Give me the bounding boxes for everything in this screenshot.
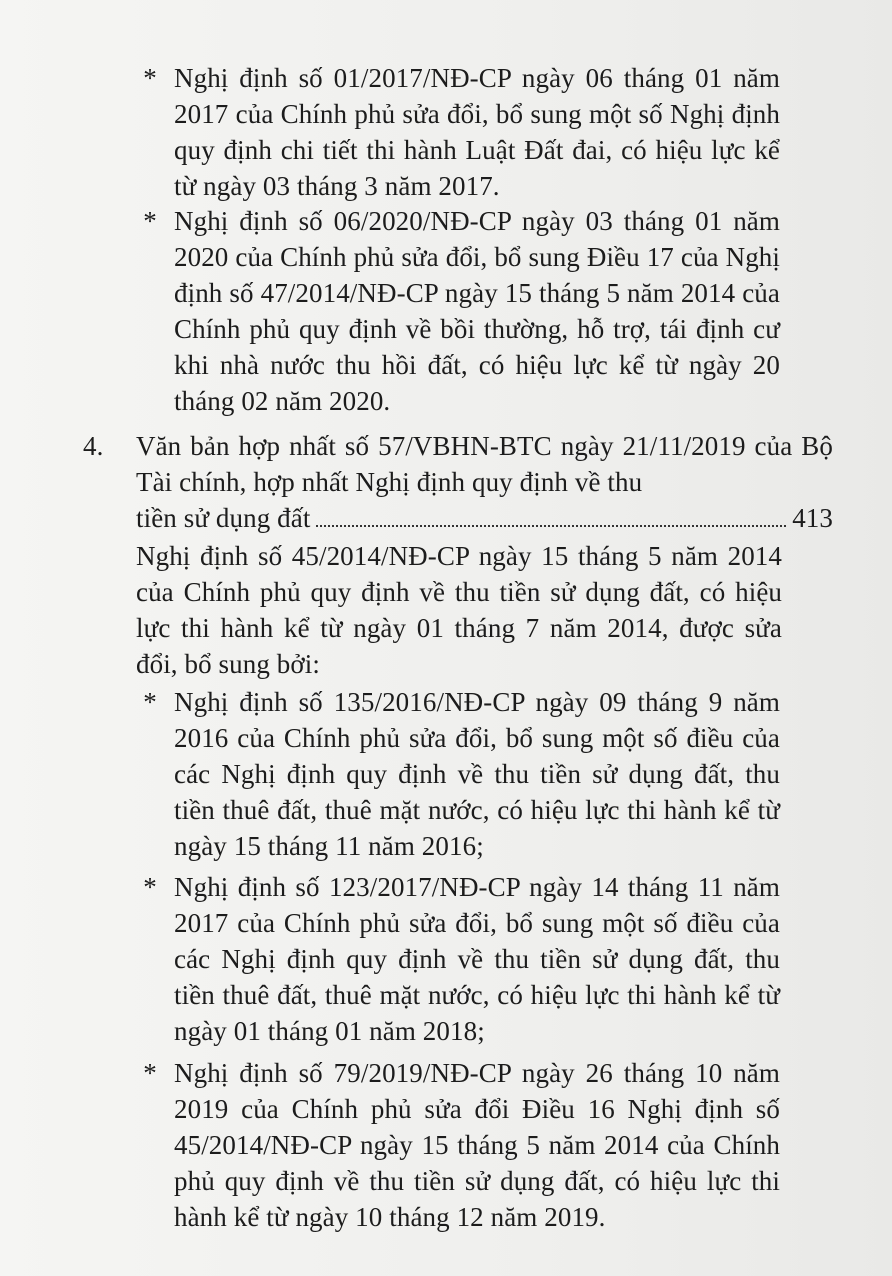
bullet-text: Nghị định số 79/2019/NĐ-CP ngày 26 tháng 10 năm 2019 của Chính phủ sửa đổi Điều 16 Nghị định số 45/2014/NĐ-CP ngày 15 tháng 5 năm 2014 của Chính phủ quy định về thu tiền sử dụng đất, có hiệu lực thi hành kể từ ngày 10 tháng 12 năm 2019. bbox=[174, 1058, 780, 1232]
bullet-item-decree-123-2017 bbox=[140, 869, 780, 1049]
bullet-text: Nghị định số 123/2017/NĐ-CP ngày 14 tháng 11 năm 2017 của Chính phủ sửa đổi, bổ sung một số điều của các Nghị định quy định về thu tiền sử dụng đất, thu tiền thuê đất, thuê mặt nước, có hiệu lực thi hành kể từ ngày 01 tháng 01 năm 2018; bbox=[174, 872, 780, 1046]
bullet-item-decree-79-2019 bbox=[140, 1055, 780, 1235]
toc-page-number: 413 bbox=[792, 503, 833, 533]
bullet-text: Nghị định số 01/2017/NĐ-CP ngày 06 tháng 01 năm 2017 của Chính phủ sửa đổi, bổ sung một số Nghị định quy định chi tiết thi hành Luật Đất đai, có hiệu lực kể từ ngày 03 tháng 3 năm 2017. bbox=[174, 63, 780, 201]
bullet-item-decree-135-2016 bbox=[140, 684, 780, 864]
leader-dots bbox=[316, 524, 786, 527]
bullet-star: * bbox=[143, 206, 157, 236]
bullet-star: * bbox=[143, 1058, 157, 1088]
bullet-star: * bbox=[143, 63, 157, 93]
bullet-text: Nghị định số 06/2020/NĐ-CP ngày 03 tháng 01 năm 2020 của Chính phủ sửa đổi, bổ sung Điều 17 của Nghị định số 47/2014/NĐ-CP ngày 15 tháng 5 năm 2014 của Chính phủ quy định về bồi thường, hỗ trợ, tái định cư khi nhà nước thu hồi đất, có hiệu lực kể từ ngày 20 tháng 02 năm 2020. bbox=[174, 206, 780, 416]
intro-paragraph: Nghị định số 45/2014/NĐ-CP ngày 15 tháng 5 năm 2014 của Chính phủ quy định về thu tiền sử dụng đất, có hiệu lực thi hành kể từ ngày 01 tháng 7 năm 2014, được sửa đổi, bổ sung bởi: bbox=[136, 541, 782, 679]
toc-entry-title-last: tiền sử dụng đất bbox=[136, 503, 311, 533]
toc-entry-title-text: Văn bản hợp nhất số 57/VBHN-BTC ngày 21/11/2019 của Bộ Tài chính, hợp nhất Nghị định quy định về thu bbox=[136, 431, 833, 497]
bullet-star: * bbox=[143, 872, 157, 902]
bullet-star: * bbox=[143, 687, 157, 717]
bullet-item-decree-01-2017 bbox=[140, 60, 780, 204]
bullet-text: Nghị định số 135/2016/NĐ-CP ngày 09 tháng 9 năm 2016 của Chính phủ sửa đổi, bổ sung một số điều của các Nghị định quy định về thu tiền sử dụng đất, thu tiền thuê đất, thuê mặt nước, có hiệu lực thi hành kể từ ngày 15 tháng 11 năm 2016; bbox=[174, 687, 780, 861]
toc-entry-title bbox=[136, 428, 833, 536]
toc-entry-number: 4. bbox=[83, 431, 104, 461]
bullet-item-decree-06-2020 bbox=[140, 203, 780, 419]
toc-entry-4 bbox=[83, 428, 833, 536]
toc-entry-leader bbox=[136, 500, 833, 536]
